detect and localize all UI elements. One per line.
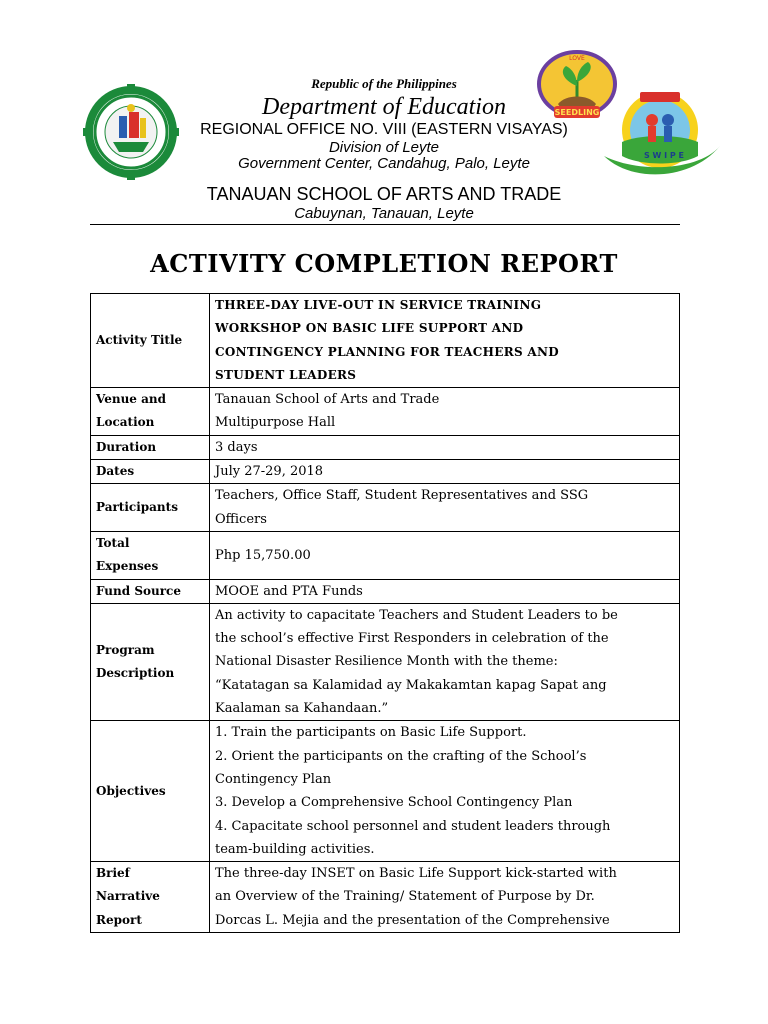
regional-office-line: REGIONAL OFFICE NO. VIII (EASTERN VISAYAS) [200, 121, 568, 138]
narrative-line: an Overview of the Training/ Statement of Purpose by Dr. [215, 889, 595, 905]
table-row-dates [91, 460, 680, 484]
report-title: ACTIVITY COMPLETION REPORT [150, 249, 618, 278]
seedling-text: SEEDLING [554, 108, 600, 117]
activity-title-line: CONTINGENCY PLANNING FOR TEACHERS AND [215, 344, 560, 359]
objective-line: 2. Orient the participants on the crafting of the School’s [215, 748, 587, 764]
value-objectives [210, 721, 680, 862]
venue-line: Multipurpose Hall [215, 415, 336, 431]
participants-line: Officers [215, 511, 267, 527]
activity-report-table [90, 293, 680, 933]
label-total-expenses [91, 531, 210, 579]
narrative-label-line: Report [96, 912, 142, 927]
table-row-participants [91, 484, 680, 532]
value-activity-title [210, 294, 680, 388]
header-divider [90, 224, 680, 225]
objective-line: Contingency Plan [215, 771, 332, 787]
program-line: “Katatagan sa Kalamidad ay Makakamtan kapag Sapat ang [215, 677, 607, 693]
venue-label-line: Location [96, 415, 155, 430]
label-narrative [91, 862, 210, 933]
label-objectives: Objectives [91, 721, 210, 862]
objective-line: team-building activities. [215, 841, 375, 857]
activity-title-line: THREE-DAY LIVE-OUT IN SERVICE TRAINING [215, 298, 542, 312]
program-label-line: Program [96, 642, 155, 657]
table-row-total-expenses [91, 531, 680, 579]
label-fund-source: Fund Source [91, 579, 210, 603]
table-row-fund-source [91, 579, 680, 603]
school-address: Cabuynan, Tanauan, Leyte [294, 205, 474, 222]
value-program-description [210, 603, 680, 720]
venue-label-line: Venue and [96, 392, 166, 407]
value-total-expenses: Php 15,750.00 [210, 531, 680, 579]
division-line: Division of Leyte [328, 139, 440, 156]
expenses-label-line: Expenses [96, 559, 159, 574]
narrative-label-line: Narrative [96, 889, 160, 904]
program-line: the school’s effective First Responders in celebration of the [215, 631, 609, 647]
label-activity-title: Activity Title [91, 294, 210, 388]
value-duration: 3 days [210, 435, 680, 459]
activity-title-line: WORKSHOP ON BASIC LIFE SUPPORT AND [215, 321, 524, 336]
label-venue [91, 388, 210, 436]
program-line: An activity to capacitate Teachers and Student Leaders to be [215, 607, 618, 623]
label-dates: Dates [91, 460, 210, 484]
objective-line: 3. Develop a Comprehensive School Contingency Plan [215, 795, 573, 811]
table-row-narrative [91, 862, 680, 933]
school-name: TANAUAN SCHOOL OF ARTS AND TRADE [206, 184, 562, 204]
label-program-description [91, 603, 210, 720]
table-row-duration [91, 435, 680, 459]
label-duration: Duration [91, 435, 210, 459]
objective-line: 4. Capacitate school personnel and student leaders through [215, 818, 611, 834]
table-row-activity-title [91, 294, 680, 388]
value-fund-source: MOOE and PTA Funds [210, 579, 680, 603]
narrative-label-line: Brief [96, 866, 130, 881]
program-line: Kaalaman sa Kahandaan.” [215, 701, 389, 717]
narrative-line: The three-day INSET on Basic Life Support kick-started with [215, 866, 617, 882]
value-venue [210, 388, 680, 436]
value-participants [210, 484, 680, 532]
love-text: LOVE [569, 55, 585, 62]
table-row-venue [91, 388, 680, 436]
department-line: Department of Education [262, 94, 506, 120]
value-narrative [210, 862, 680, 933]
narrative-line: Dorcas L. Mejia and the presentation of the Comprehensive [215, 912, 610, 928]
program-label-line: Description [96, 666, 175, 681]
expenses-label-line: Total [96, 535, 130, 550]
activity-title-line: STUDENT LEADERS [215, 367, 357, 382]
objective-line: 1. Train the participants on Basic Life Support. [215, 725, 527, 741]
government-center-line: Government Center, Candahug, Palo, Leyte [238, 155, 530, 172]
venue-line: Tanauan School of Arts and Trade [215, 392, 440, 408]
program-line: National Disaster Resilience Month with the theme: [215, 654, 558, 670]
value-dates: July 27-29, 2018 [210, 460, 680, 484]
table-row-program-description [91, 603, 680, 720]
republic-line: Republic of the Philippines [311, 76, 457, 91]
label-participants: Participants [91, 484, 210, 532]
participants-line: Teachers, Office Staff, Student Representatives and SSG [215, 488, 589, 504]
swipe-text: S W I P E [643, 151, 685, 160]
table-row-objectives [91, 721, 680, 862]
